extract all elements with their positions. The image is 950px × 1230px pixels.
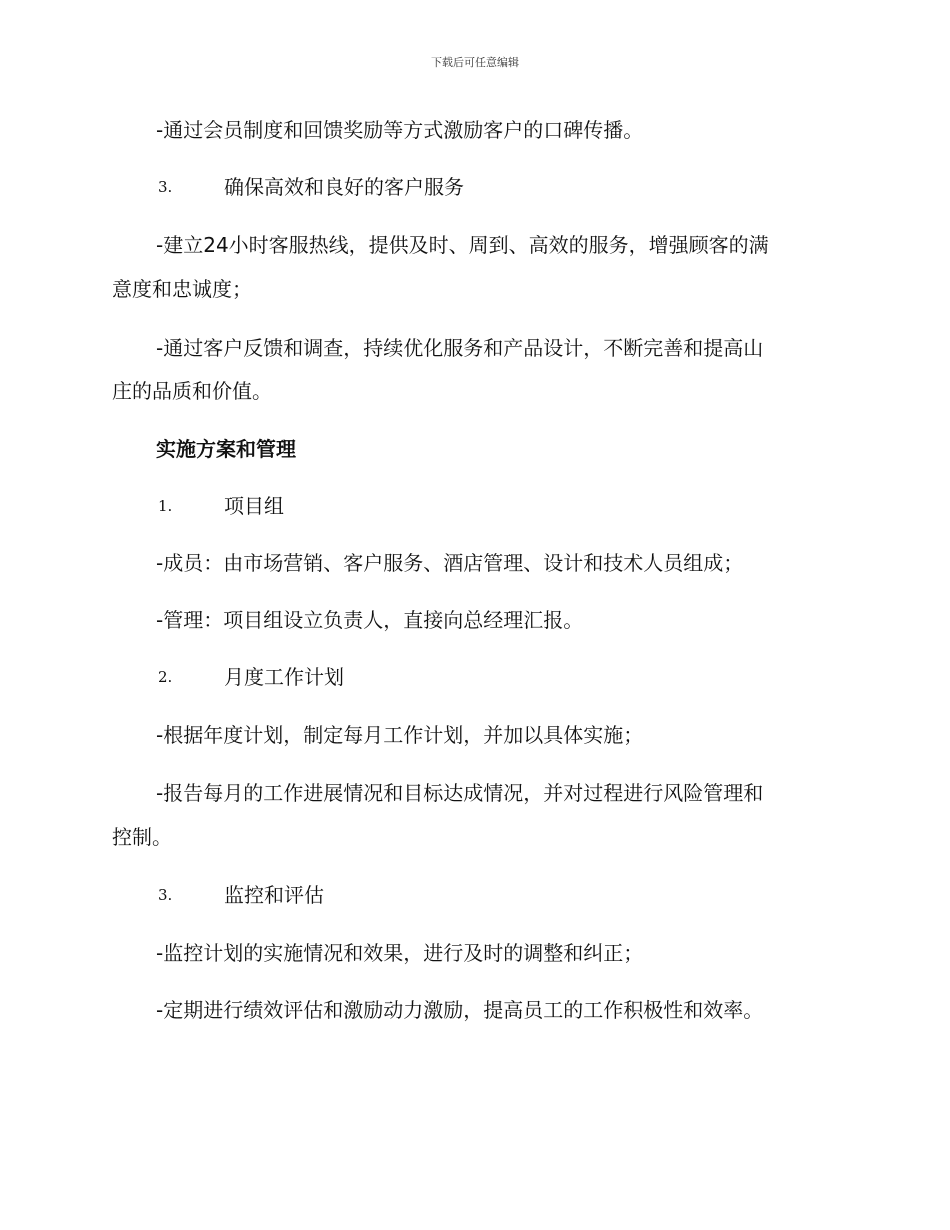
bullet-line: -监控计划的实施情况和效果，进行及时的调整和纠正； — [156, 941, 644, 965]
section-heading: 实施方案和管理 — [156, 437, 296, 461]
list-number: 3. — [158, 178, 173, 196]
bullet-line: -报告每月的工作进展情况和目标达成情况，并对过程进行风险管理和 — [156, 781, 764, 805]
bullet-line-continuation: 控制。 — [112, 825, 172, 849]
bullet-line: -通过会员制度和回馈奖励等方式激励客户的口碑传播。 — [156, 118, 644, 142]
list-item-title: 月度工作计划 — [224, 665, 344, 689]
list-item-title: 监控和评估 — [224, 883, 324, 907]
list-number: 1. — [158, 497, 173, 515]
bullet-line: -定期进行绩效评估和激励动力激励，提高员工的工作积极性和效率。 — [156, 998, 764, 1022]
bullet-line-continuation: 庄的品质和价值。 — [112, 379, 272, 403]
list-item-title: 项目组 — [224, 494, 284, 518]
bullet-line: -管理：项目组设立负责人，直接向总经理汇报。 — [156, 608, 584, 632]
bullet-line: -根据年度计划，制定每月工作计划，并加以具体实施； — [156, 723, 644, 747]
bullet-line: -通过客户反馈和调查，持续优化服务和产品设计，不断完善和提高山 — [156, 336, 764, 360]
page-header: 下载后可任意编辑 — [431, 56, 519, 69]
list-item-title: 确保高效和良好的客户服务 — [224, 175, 464, 199]
bullet-line: -成员：由市场营销、客户服务、酒店管理、设计和技术人员组成； — [156, 551, 744, 575]
bullet-line-continuation: 意度和忠诚度； — [112, 277, 252, 301]
list-number: 2. — [158, 668, 173, 686]
list-number: 3. — [158, 886, 173, 904]
bullet-line: -建立24小时客服热线，提供及时、周到、高效的服务，增强顾客的满 — [156, 233, 769, 257]
